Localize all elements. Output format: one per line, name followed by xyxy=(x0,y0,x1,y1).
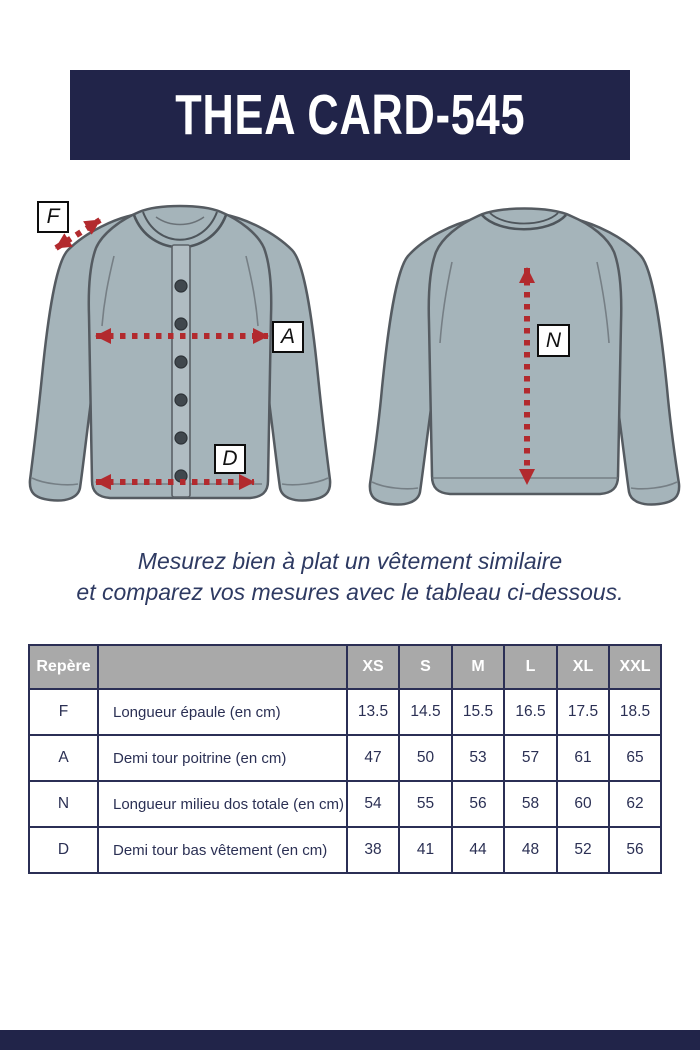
measure-letter-f: F xyxy=(46,205,60,228)
measure-label-a xyxy=(272,321,304,353)
measurement-instructions xyxy=(0,546,700,608)
front-garment-illustration xyxy=(20,196,350,516)
footer-bar xyxy=(0,1030,700,1050)
row-value: 17.5 xyxy=(557,689,609,735)
row-code: N xyxy=(29,781,98,827)
header-repere: Repère xyxy=(29,645,98,689)
product-title-banner xyxy=(70,70,630,160)
row-value: 53 xyxy=(452,735,504,781)
header-size-m: M xyxy=(452,645,504,689)
header-size-xl: XL xyxy=(557,645,609,689)
row-value: 50 xyxy=(399,735,452,781)
row-code: A xyxy=(29,735,98,781)
row-value: 13.5 xyxy=(347,689,399,735)
measure-letter-n: N xyxy=(545,328,562,352)
instructions-line2: et comparez vos mesures avec le tableau ci-dessous. xyxy=(76,579,624,605)
header-size-xxl: XXL xyxy=(609,645,661,689)
size-table xyxy=(28,644,662,874)
row-value: 55 xyxy=(399,781,452,827)
row-value: 58 xyxy=(504,781,557,827)
row-value: 56 xyxy=(452,781,504,827)
back-garment-illustration xyxy=(352,198,692,510)
header-size-l: L xyxy=(504,645,557,689)
row-value: 44 xyxy=(452,827,504,873)
instructions-line1: Mesurez bien à plat un vêtement similaire xyxy=(137,548,563,574)
size-table-header-row xyxy=(29,645,661,689)
header-description xyxy=(98,645,347,689)
row-value: 60 xyxy=(557,781,609,827)
table-row-n xyxy=(29,781,661,827)
measure-label-f xyxy=(37,201,69,233)
header-size-xs: XS xyxy=(347,645,399,689)
row-value: 62 xyxy=(609,781,661,827)
measure-label-n xyxy=(537,324,570,357)
row-value: 56 xyxy=(609,827,661,873)
row-value: 41 xyxy=(399,827,452,873)
row-value: 65 xyxy=(609,735,661,781)
row-value: 14.5 xyxy=(399,689,452,735)
table-row-d xyxy=(29,827,661,873)
row-code: D xyxy=(29,827,98,873)
table-row-a xyxy=(29,735,661,781)
table-row-f xyxy=(29,689,661,735)
row-label: Longueur épaule (en cm) xyxy=(98,689,347,735)
row-value: 15.5 xyxy=(452,689,504,735)
row-label: Longueur milieu dos totale (en cm) xyxy=(98,781,347,827)
row-value: 61 xyxy=(557,735,609,781)
row-value: 16.5 xyxy=(504,689,557,735)
row-code: F xyxy=(29,689,98,735)
row-label: Demi tour poitrine (en cm) xyxy=(98,735,347,781)
header-size-s: S xyxy=(399,645,452,689)
measure-letter-a: A xyxy=(280,325,295,348)
row-value: 47 xyxy=(347,735,399,781)
row-value: 48 xyxy=(504,827,557,873)
row-label: Demi tour bas vêtement (en cm) xyxy=(98,827,347,873)
row-value: 18.5 xyxy=(609,689,661,735)
measure-letter-d: D xyxy=(222,447,238,470)
row-value: 54 xyxy=(347,781,399,827)
measure-label-d xyxy=(214,444,246,474)
row-value: 57 xyxy=(504,735,557,781)
row-value: 52 xyxy=(557,827,609,873)
row-value: 38 xyxy=(347,827,399,873)
product-title: THEA CARD-545 xyxy=(174,83,526,147)
